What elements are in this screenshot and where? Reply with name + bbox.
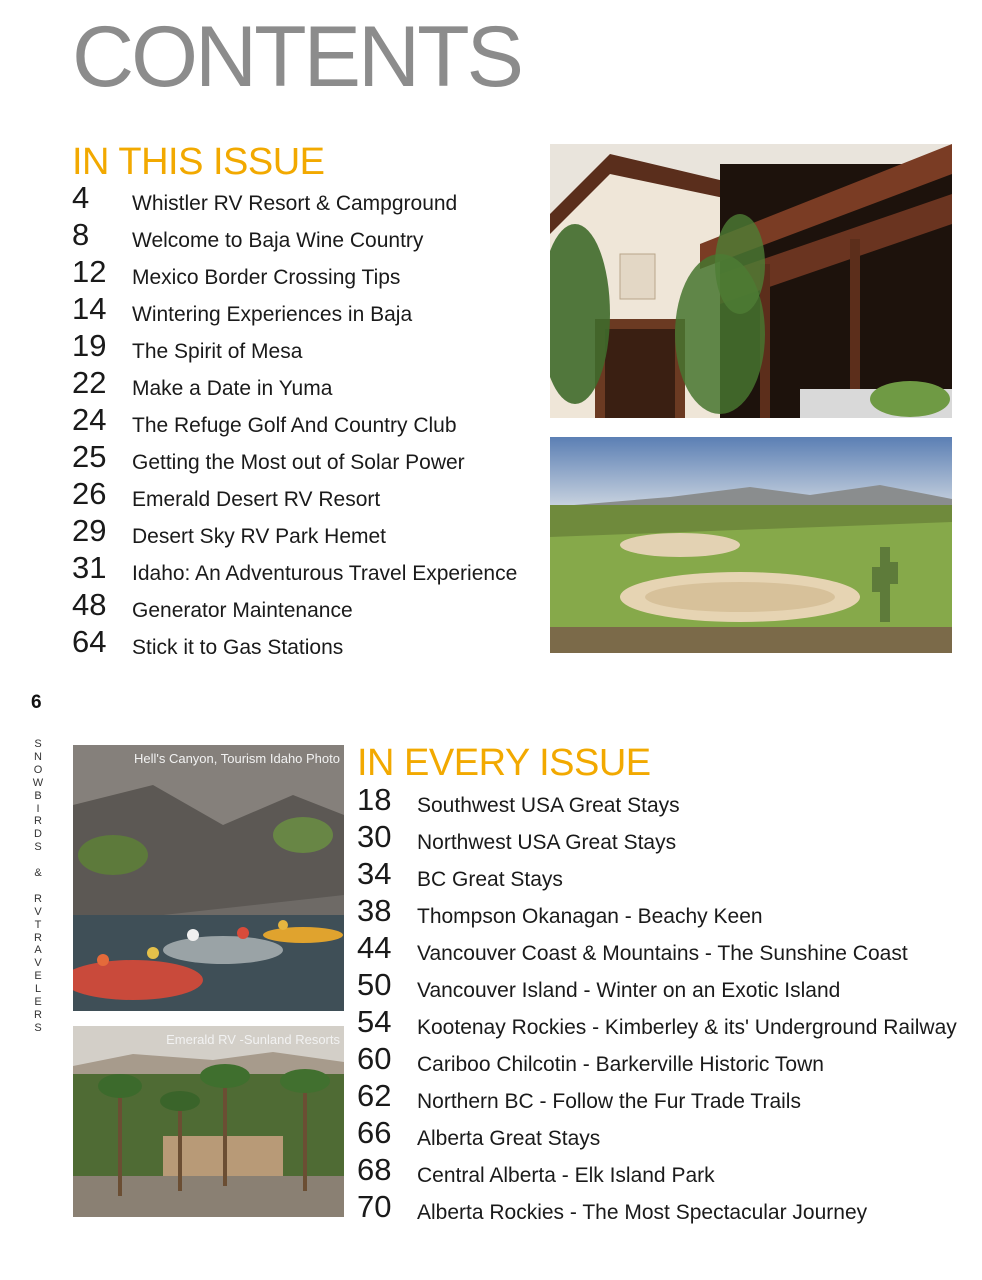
toc-article-title: Alberta Rockies - The Most Spectacular Journey bbox=[417, 1201, 868, 1224]
vertical-letter: S bbox=[34, 841, 42, 854]
vertical-letter: D bbox=[34, 828, 42, 841]
toc-entry[interactable] bbox=[357, 782, 957, 819]
vertical-letter bbox=[32, 880, 44, 893]
vertical-letter: A bbox=[34, 944, 42, 957]
toc-article-title: Desert Sky RV Park Hemet bbox=[132, 525, 387, 548]
emerald-rv-photo bbox=[73, 1026, 344, 1217]
toc-article-title: Generator Maintenance bbox=[132, 599, 353, 622]
toc-entry[interactable] bbox=[72, 476, 542, 513]
toc-entry[interactable] bbox=[72, 550, 542, 587]
page-number: 6 bbox=[31, 692, 42, 713]
toc-article-title: Wintering Experiences in Baja bbox=[132, 303, 413, 326]
toc-article-title: The Spirit of Mesa bbox=[132, 340, 303, 363]
toc-page-number: 64 bbox=[72, 624, 107, 659]
vertical-letter: E bbox=[34, 970, 42, 983]
vertical-letter: O bbox=[33, 763, 43, 776]
toc-article-title: Getting the Most out of Solar Power bbox=[132, 451, 465, 474]
toc-page-number: 30 bbox=[357, 819, 392, 854]
clubhouse-photo bbox=[550, 144, 952, 418]
toc-entry[interactable] bbox=[72, 513, 542, 550]
toc-page-number: 66 bbox=[357, 1115, 392, 1150]
toc-article-title: Northwest USA Great Stays bbox=[417, 831, 677, 854]
toc-article-title: Thompson Okanagan - Beachy Keen bbox=[417, 905, 763, 928]
toc-article-title: Vancouver Coast & Mountains - The Sunshine Coast bbox=[417, 942, 908, 965]
toc-entry[interactable] bbox=[357, 893, 957, 930]
toc-entry[interactable] bbox=[72, 624, 542, 661]
toc-article-title: Make a Date in Yuma bbox=[132, 377, 333, 400]
vertical-letter: B bbox=[34, 789, 42, 802]
toc-page-number: 24 bbox=[72, 402, 107, 437]
toc-page-number: 34 bbox=[357, 856, 392, 891]
toc-article-title: Welcome to Baja Wine Country bbox=[132, 229, 424, 252]
toc-entry[interactable] bbox=[357, 1152, 957, 1189]
toc-page-number: 18 bbox=[357, 782, 392, 817]
emerald-photo-caption: Emerald RV -Sunland Resorts bbox=[166, 1032, 340, 1047]
publication-name-vertical bbox=[32, 738, 44, 1035]
vertical-letter: R bbox=[34, 1009, 42, 1021]
toc-article-title: BC Great Stays bbox=[417, 868, 563, 891]
vertical-letter: R bbox=[34, 892, 42, 905]
golf-course-photo bbox=[550, 437, 952, 653]
vertical-letter: L bbox=[34, 983, 42, 996]
page-title: CONTENTS bbox=[72, 9, 521, 105]
toc-page-number: 14 bbox=[72, 291, 107, 326]
vertical-letter: N bbox=[34, 750, 42, 763]
toc-article-title: Mexico Border Crossing Tips bbox=[132, 266, 401, 289]
in-every-issue-heading: IN EVERY ISSUE bbox=[357, 742, 651, 784]
toc-entry[interactable] bbox=[72, 217, 542, 254]
canyon-photo-caption: Hell's Canyon, Tourism Idaho Photo bbox=[133, 751, 340, 766]
toc-page-number: 38 bbox=[357, 893, 392, 928]
vertical-letter: E bbox=[34, 996, 42, 1009]
vertical-letter bbox=[32, 854, 44, 867]
toc-article-title: Alberta Great Stays bbox=[417, 1127, 601, 1150]
toc-article-title: Emerald Desert RV Resort bbox=[132, 488, 381, 511]
hells-canyon-photo bbox=[73, 745, 344, 1011]
toc-entry[interactable] bbox=[357, 967, 957, 1004]
toc-entry[interactable] bbox=[357, 1078, 957, 1115]
toc-article-title: Kootenay Rockies - Kimberley & its' Underground Railway bbox=[417, 1016, 957, 1039]
vertical-letter: T bbox=[34, 918, 42, 931]
toc-article-title: Southwest USA Great Stays bbox=[417, 794, 680, 817]
toc-article-title: Vancouver Island - Winter on an Exotic Island bbox=[417, 979, 841, 1002]
toc-page-number: 54 bbox=[357, 1004, 392, 1039]
vertical-letter: W bbox=[32, 776, 44, 789]
in-this-issue-list bbox=[72, 180, 542, 661]
toc-entry[interactable] bbox=[72, 180, 542, 217]
vertical-letter: S bbox=[34, 1021, 42, 1034]
toc-page-number: 12 bbox=[72, 254, 107, 289]
toc-page-number: 29 bbox=[72, 513, 107, 548]
toc-article-title: Central Alberta - Elk Island Park bbox=[417, 1164, 715, 1187]
toc-entry[interactable] bbox=[72, 402, 542, 439]
toc-page-number: 70 bbox=[357, 1189, 392, 1224]
vertical-letter: R bbox=[34, 815, 42, 828]
toc-article-title: Stick it to Gas Stations bbox=[132, 636, 344, 659]
toc-entry[interactable] bbox=[72, 254, 542, 291]
toc-entry[interactable] bbox=[357, 819, 957, 856]
toc-entry[interactable] bbox=[357, 1189, 957, 1226]
toc-entry[interactable] bbox=[72, 587, 542, 624]
vertical-letter: S bbox=[34, 738, 42, 750]
vertical-letter: I bbox=[36, 802, 40, 815]
toc-page-number: 48 bbox=[72, 587, 107, 622]
toc-article-title: Cariboo Chilcotin - Barkerville Historic Town bbox=[417, 1053, 824, 1076]
toc-page-number: 22 bbox=[72, 365, 107, 400]
vertical-letter: V bbox=[34, 905, 42, 918]
toc-entry[interactable] bbox=[357, 856, 957, 893]
in-every-issue-list bbox=[357, 782, 957, 1226]
toc-page-number: 8 bbox=[72, 217, 90, 252]
toc-entry[interactable] bbox=[357, 1115, 957, 1152]
in-this-issue-heading: IN THIS ISSUE bbox=[72, 141, 325, 183]
toc-entry[interactable] bbox=[72, 328, 542, 365]
vertical-letter: R bbox=[34, 931, 42, 944]
toc-page-number: 68 bbox=[357, 1152, 392, 1187]
toc-entry[interactable] bbox=[72, 291, 542, 328]
toc-article-title: The Refuge Golf And Country Club bbox=[132, 414, 457, 437]
toc-article-title: Northern BC - Follow the Fur Trade Trails bbox=[417, 1090, 801, 1113]
toc-entry[interactable] bbox=[357, 1041, 957, 1078]
toc-entry[interactable] bbox=[357, 930, 957, 967]
toc-page-number: 26 bbox=[72, 476, 107, 511]
toc-page-number: 60 bbox=[357, 1041, 392, 1076]
toc-entry[interactable] bbox=[72, 439, 542, 476]
toc-page-number: 31 bbox=[72, 550, 107, 585]
toc-page-number: 25 bbox=[72, 439, 107, 474]
toc-page-number: 50 bbox=[357, 967, 392, 1002]
toc-article-title: Whistler RV Resort & Campground bbox=[132, 192, 458, 215]
vertical-letter: V bbox=[34, 957, 42, 970]
toc-entry[interactable] bbox=[357, 1004, 957, 1041]
toc-article-title: Idaho: An Adventurous Travel Experience bbox=[132, 562, 518, 585]
toc-entry[interactable] bbox=[72, 365, 542, 402]
toc-page-number: 19 bbox=[72, 328, 107, 363]
toc-page-number: 62 bbox=[357, 1078, 392, 1113]
toc-page-number: 4 bbox=[72, 180, 90, 215]
vertical-letter: & bbox=[34, 867, 42, 880]
toc-page-number: 44 bbox=[357, 930, 392, 965]
